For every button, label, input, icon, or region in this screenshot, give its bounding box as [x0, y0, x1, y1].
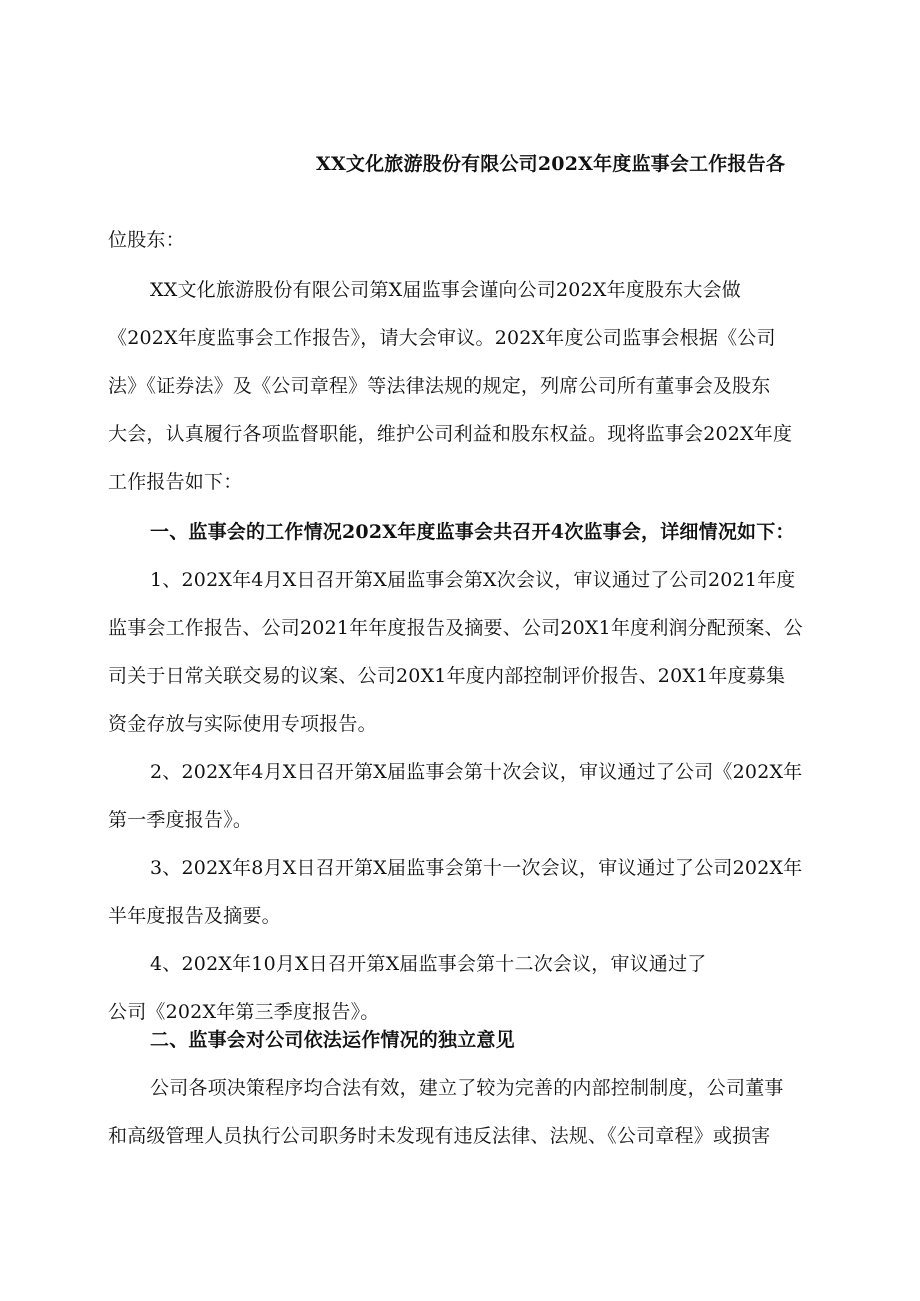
item4-line-2: 公司《202X年第三季度报告》。 [108, 1001, 380, 1023]
section1-heading: 一、监事会的工作情况202X年度监事会共召开4次监事会，详细情况如下： [150, 521, 795, 543]
item3-line-2: 半年度报告及摘要。 [108, 905, 281, 927]
item2-line-2: 第一季度报告》。 [108, 809, 253, 831]
item2-line-1: 2、202X年4月X日召开第X届监事会第十次会议，审议通过了公司《202X年 [150, 761, 803, 783]
item1-line-3: 司关于日常关联交易的议案、公司20X1年度内部控制评价报告、20X1年度募集 [108, 665, 786, 687]
item1-line-4: 资金存放与实际使用专项报告。 [108, 713, 377, 735]
intro-line-4: 大会，认真履行各项监督职能，维护公司利益和股东权益。现将监事会202X年度 [108, 423, 793, 445]
item3-line-1: 3、202X年8月X日召开第X届监事会第十一次会议，审议通过了公司202X年 [150, 857, 803, 879]
item1-line-1: 1、202X年4月X日召开第X届监事会第X次会议，审议通过了公司2021年度 [150, 569, 796, 591]
item1-line-2: 监事会工作报告、公司2021年年度报告及摘要、公司20X1年度利润分配预案、公 [108, 617, 803, 639]
salutation: 位股东： [108, 229, 185, 251]
report-title: XX文化旅游股份有限公司202X年度监事会工作报告各 [316, 153, 786, 175]
item4-line-1: 4、202X年10月X日召开第X届监事会第十二次会议，审议通过了 [150, 953, 707, 975]
section2-line-2: 和高级管理人员执行公司职务时未发现有违反法律、法规、《公司章程》或损害 [108, 1125, 771, 1147]
section2-heading: 二、监事会对公司依法运作情况的独立意见 [150, 1029, 515, 1051]
section2-line-1: 公司各项决策程序均合法有效，建立了较为完善的内部控制制度，公司董事 [150, 1077, 784, 1099]
intro-line-5: 工作报告如下： [108, 471, 243, 493]
intro-line-3: 法》《证券法》及《公司章程》等法律法规的规定，列席公司所有董事会及股东 [108, 375, 771, 397]
intro-line-2: 《202X年度监事会工作报告》，请大会审议。202X年度公司监事会根据《公司 [108, 327, 776, 349]
intro-line-1: XX文化旅游股份有限公司第X届监事会谨向公司202X年度股东大会做 [150, 279, 741, 301]
